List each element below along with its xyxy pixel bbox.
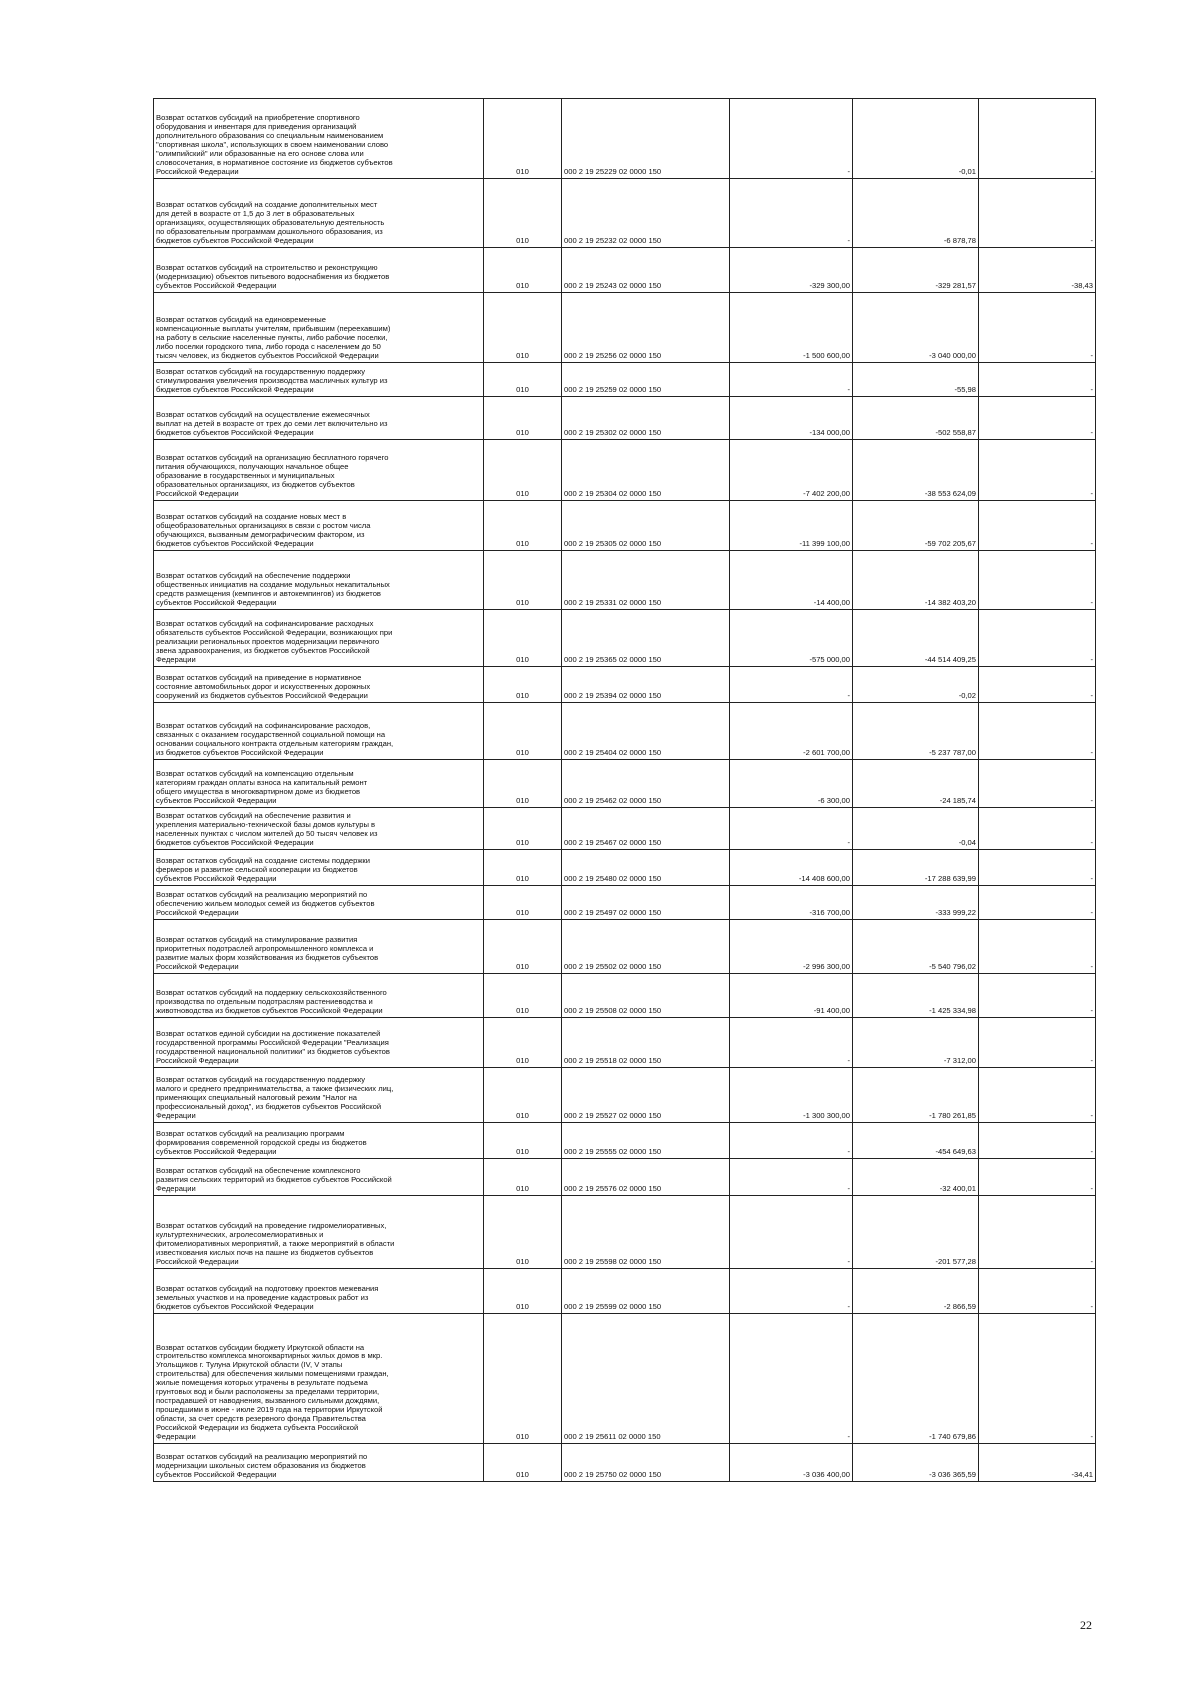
row-unexecuted-amount: - [979,1068,1096,1123]
row-description: Возврат остатков субсидий на осуществление ежемесячных выплат на детей в возрасте от трех до семи лет включительно из бюджетов субъектов Российской Федерации [154,397,484,440]
row-line-code: 010 [484,1444,562,1482]
row-line-code: 010 [484,1068,562,1123]
row-unexecuted-amount: - [979,610,1096,667]
row-unexecuted-amount: - [979,974,1096,1018]
row-description: Возврат остатков субсидий на приведение в нормативное состояние автомобильных дорог и искусственных дорожных сооружений из бюджетов субъектов Российской Федерации [154,667,484,703]
row-executed-amount: -7 312,00 [853,1018,979,1068]
row-budget-classification-code: 000 2 19 25611 02 0000 150 [562,1314,730,1444]
row-executed-amount: -32 400,01 [853,1159,979,1196]
row-description: Возврат остатков единой субсидии на достижение показателей государственной программы Российской Федерации "Реализация государственной национальной политики" из бюджетов субъектов Российской Федерации [154,1018,484,1068]
row-line-code: 010 [484,703,562,760]
row-description: Возврат остатков субсидии бюджету Иркутской области на строительство комплекса многоквартирных жилых домов в мкр. Угольщиков г. Тулуна Иркутской области (IV, V этапы строительства) для обеспечения жилыми помещениями граждан, жилые помещения которых утрачены в результате подъема грунтовых вод и были расположены за пределами территории, пострадавшей от наводнения, вызванного сильными дождями, прошедшими в июне - июле 2019 года на территории Иркутской области, за счет средств резервного фонда Правительства Российской Федерации из бюджета субъекта Российской Федерации [154,1314,484,1444]
table-row [154,293,1096,363]
row-budget-classification-code: 000 2 19 25232 02 0000 150 [562,179,730,248]
row-budget-classification-code: 000 2 19 25502 02 0000 150 [562,920,730,974]
table-row [154,1196,1096,1269]
table-row [154,440,1096,501]
row-unexecuted-amount: - [979,551,1096,610]
row-line-code: 010 [484,886,562,920]
table-row [154,397,1096,440]
row-unexecuted-amount: - [979,1314,1096,1444]
row-executed-amount: -6 878,78 [853,179,979,248]
row-budget-classification-code: 000 2 19 25518 02 0000 150 [562,1018,730,1068]
row-line-code: 010 [484,1314,562,1444]
row-approved-amount: - [730,99,853,179]
row-executed-amount: -2 866,59 [853,1269,979,1314]
row-approved-amount: -2 601 700,00 [730,703,853,760]
table-row [154,363,1096,397]
table-row [154,886,1096,920]
row-unexecuted-amount: - [979,293,1096,363]
row-executed-amount: -44 514 409,25 [853,610,979,667]
row-approved-amount: -2 996 300,00 [730,920,853,974]
row-description: Возврат остатков субсидий на приобретение спортивного оборудования и инвентаря для приведения организаций дополнительного образования со специальным наименованием "спортивная школа", использующих в своем наименовании слово "олимпийский" или образованные на его основе слова или словосочетания, в нормативное состояние из бюджетов субъектов Российской Федерации [154,99,484,179]
row-description: Возврат остатков субсидий на реализацию мероприятий по модернизации школьных систем образования из бюджетов субъектов Российской Федерации [154,1444,484,1482]
row-budget-classification-code: 000 2 19 25259 02 0000 150 [562,363,730,397]
table-row [154,99,1096,179]
row-executed-amount: -0,04 [853,808,979,850]
table-row [154,808,1096,850]
row-description: Возврат остатков субсидий на компенсацию отдельным категориям граждан оплаты взноса на капитальный ремонт общего имущества в многоквартирном доме из бюджетов субъектов Российской Федерации [154,760,484,808]
table-row [154,850,1096,886]
row-budget-classification-code: 000 2 19 25750 02 0000 150 [562,1444,730,1482]
row-description: Возврат остатков субсидий на государственную поддержку малого и среднего предпринимательства, а также физических лиц, применяющих специальный налоговый режим "Налог на профессиональный доход", из бюджетов субъектов Российской Федерации [154,1068,484,1123]
row-description: Возврат остатков субсидий на софинансирование расходных обязательств субъектов Российской Федерации, возникающих при реализации региональных проектов модернизации первичного звена здравоохранения, из бюджетов субъектов Российской Федерации [154,610,484,667]
row-description: Возврат остатков субсидий на обеспечение поддержки общественных инициатив на создание модульных некапитальных средств размещения (кемпингов и автокемпингов) из бюджетов субъектов Российской Федерации [154,551,484,610]
row-approved-amount: -1 300 300,00 [730,1068,853,1123]
row-description: Возврат остатков субсидий на проведение гидромелиоративных, культуртехнических, агролесомелиоративных и фитомелиоративных мероприятий, а также мероприятий в области известкования кислых почв на пашне из бюджетов субъектов Российской Федерации [154,1196,484,1269]
row-approved-amount: - [730,1314,853,1444]
row-unexecuted-amount: - [979,886,1096,920]
row-line-code: 010 [484,1018,562,1068]
row-budget-classification-code: 000 2 19 25527 02 0000 150 [562,1068,730,1123]
row-description: Возврат остатков субсидий на единовременные компенсационные выплаты учителям, прибывшим (переехавшим) на работу в сельские населенные пункты, либо рабочие поселки, либо поселки городского типа, либо города с населением до 50 тысяч человек, из бюджетов субъектов Российской Федерации [154,293,484,363]
row-approved-amount: - [730,667,853,703]
row-executed-amount: -502 558,87 [853,397,979,440]
table-row [154,1314,1096,1444]
row-description: Возврат остатков субсидий на реализацию программ формирования современной городской среды из бюджетов субъектов Российской Федерации [154,1123,484,1159]
row-unexecuted-amount: - [979,920,1096,974]
table-row [154,667,1096,703]
row-line-code: 010 [484,1196,562,1269]
row-unexecuted-amount: - [979,397,1096,440]
row-line-code: 010 [484,667,562,703]
row-budget-classification-code: 000 2 19 25331 02 0000 150 [562,551,730,610]
row-unexecuted-amount: - [979,99,1096,179]
table-row [154,1269,1096,1314]
table-row [154,1123,1096,1159]
row-budget-classification-code: 000 2 19 25365 02 0000 150 [562,610,730,667]
table-row [154,610,1096,667]
row-approved-amount: -575 000,00 [730,610,853,667]
table-row [154,760,1096,808]
table-row [154,501,1096,551]
table-row [154,1159,1096,1196]
row-budget-classification-code: 000 2 19 25598 02 0000 150 [562,1196,730,1269]
row-description: Возврат остатков субсидий на стимулирование развития приоритетных подотраслей агропромышленного комплекса и развитие малых форм хозяйствования из бюджетов субъектов Российской Федерации [154,920,484,974]
row-line-code: 010 [484,363,562,397]
row-unexecuted-amount: - [979,667,1096,703]
row-budget-classification-code: 000 2 19 25302 02 0000 150 [562,397,730,440]
row-executed-amount: -55,98 [853,363,979,397]
row-description: Возврат остатков субсидий на государственную поддержку стимулирования увеличения производства масличных культур из бюджетов субъектов Российской Федерации [154,363,484,397]
row-budget-classification-code: 000 2 19 25576 02 0000 150 [562,1159,730,1196]
row-line-code: 010 [484,850,562,886]
row-executed-amount: -333 999,22 [853,886,979,920]
row-executed-amount: -1 780 261,85 [853,1068,979,1123]
row-approved-amount: -316 700,00 [730,886,853,920]
row-description: Возврат остатков субсидий на организацию бесплатного горячего питания обучающихся, получающих начальное общее образование в государственных и муниципальных образовательных организациях, из бюджетов субъектов Российской Федерации [154,440,484,501]
table-row [154,703,1096,760]
row-line-code: 010 [484,293,562,363]
row-unexecuted-amount: - [979,1269,1096,1314]
row-unexecuted-amount: - [979,440,1096,501]
row-unexecuted-amount: -38,43 [979,248,1096,293]
row-approved-amount: - [730,363,853,397]
row-budget-classification-code: 000 2 19 25229 02 0000 150 [562,99,730,179]
row-line-code: 010 [484,440,562,501]
row-executed-amount: -24 185,74 [853,760,979,808]
row-unexecuted-amount: - [979,179,1096,248]
row-description: Возврат остатков субсидий на строительство и реконструкцию (модернизацию) объектов питьевого водоснабжения из бюджетов субъектов Российской Федерации [154,248,484,293]
row-approved-amount: -14 408 600,00 [730,850,853,886]
row-executed-amount: -454 649,63 [853,1123,979,1159]
row-executed-amount: -3 036 365,59 [853,1444,979,1482]
row-budget-classification-code: 000 2 19 25305 02 0000 150 [562,501,730,551]
table-row [154,1018,1096,1068]
table-row [154,1444,1096,1482]
row-line-code: 010 [484,551,562,610]
row-line-code: 010 [484,99,562,179]
row-approved-amount: -329 300,00 [730,248,853,293]
table-row [154,920,1096,974]
row-description: Возврат остатков субсидий на реализацию мероприятий по обеспечению жильем молодых семей из бюджетов субъектов Российской Федерации [154,886,484,920]
row-unexecuted-amount: - [979,703,1096,760]
row-budget-classification-code: 000 2 19 25467 02 0000 150 [562,808,730,850]
row-approved-amount: -134 000,00 [730,397,853,440]
row-approved-amount: - [730,808,853,850]
table-row [154,248,1096,293]
row-budget-classification-code: 000 2 19 25256 02 0000 150 [562,293,730,363]
row-budget-classification-code: 000 2 19 25404 02 0000 150 [562,703,730,760]
row-executed-amount: -3 040 000,00 [853,293,979,363]
row-line-code: 010 [484,501,562,551]
table-row [154,551,1096,610]
row-description: Возврат остатков субсидий на подготовку проектов межевания земельных участков и на проведение кадастровых работ из бюджетов субъектов Российской Федерации [154,1269,484,1314]
page-number: 22 [1080,1618,1092,1632]
row-unexecuted-amount: - [979,363,1096,397]
row-executed-amount: -5 540 796,02 [853,920,979,974]
row-budget-classification-code: 000 2 19 25555 02 0000 150 [562,1123,730,1159]
row-unexecuted-amount: - [979,760,1096,808]
row-approved-amount: - [730,1018,853,1068]
row-approved-amount: - [730,179,853,248]
row-approved-amount: -11 399 100,00 [730,501,853,551]
row-budget-classification-code: 000 2 19 25394 02 0000 150 [562,667,730,703]
row-line-code: 010 [484,397,562,440]
row-unexecuted-amount: - [979,808,1096,850]
row-approved-amount: - [730,1196,853,1269]
row-approved-amount: - [730,1269,853,1314]
row-description: Возврат остатков субсидий на создание системы поддержки фермеров и развитие сельской кооперации из бюджетов субъектов Российской Федерации [154,850,484,886]
row-executed-amount: -1 740 679,86 [853,1314,979,1444]
row-executed-amount: -14 382 403,20 [853,551,979,610]
row-budget-classification-code: 000 2 19 25508 02 0000 150 [562,974,730,1018]
row-budget-classification-code: 000 2 19 25497 02 0000 150 [562,886,730,920]
row-description: Возврат остатков субсидий на создание дополнительных мест для детей в возрасте от 1,5 до 3 лет в образовательных организациях, осуществляющих образовательную деятельность по образовательным программам дошкольного образования, из бюджетов субъектов Российской Федерации [154,179,484,248]
row-approved-amount: -7 402 200,00 [730,440,853,501]
row-approved-amount: -3 036 400,00 [730,1444,853,1482]
row-unexecuted-amount: - [979,501,1096,551]
row-executed-amount: -201 577,28 [853,1196,979,1269]
row-approved-amount: - [730,1159,853,1196]
row-executed-amount: -38 553 624,09 [853,440,979,501]
budget-table [153,98,1096,1482]
row-unexecuted-amount: - [979,1196,1096,1269]
row-unexecuted-amount: - [979,1159,1096,1196]
table-row [154,974,1096,1018]
table-row [154,1068,1096,1123]
table-row [154,179,1096,248]
row-line-code: 010 [484,1159,562,1196]
row-executed-amount: -5 237 787,00 [853,703,979,760]
row-line-code: 010 [484,248,562,293]
row-executed-amount: -329 281,57 [853,248,979,293]
row-unexecuted-amount: -34,41 [979,1444,1096,1482]
row-approved-amount: -6 300,00 [730,760,853,808]
row-line-code: 010 [484,1123,562,1159]
row-approved-amount: -1 500 600,00 [730,293,853,363]
row-line-code: 010 [484,920,562,974]
row-budget-classification-code: 000 2 19 25304 02 0000 150 [562,440,730,501]
row-line-code: 010 [484,808,562,850]
row-description: Возврат остатков субсидий на софинансирование расходов, связанных с оказанием государственной социальной помощи на основании социального контракта отдельным категориям граждан, из бюджетов субъектов Российской Федерации [154,703,484,760]
row-approved-amount: - [730,1123,853,1159]
row-unexecuted-amount: - [979,1018,1096,1068]
row-budget-classification-code: 000 2 19 25599 02 0000 150 [562,1269,730,1314]
row-budget-classification-code: 000 2 19 25243 02 0000 150 [562,248,730,293]
row-unexecuted-amount: - [979,1123,1096,1159]
row-unexecuted-amount: - [979,850,1096,886]
row-executed-amount: -1 425 334,98 [853,974,979,1018]
row-executed-amount: -0,01 [853,99,979,179]
row-budget-classification-code: 000 2 19 25480 02 0000 150 [562,850,730,886]
row-line-code: 010 [484,760,562,808]
row-approved-amount: -91 400,00 [730,974,853,1018]
row-executed-amount: -17 288 639,99 [853,850,979,886]
row-description: Возврат остатков субсидий на поддержку сельскохозяйственного производства по отдельным подотраслям растениеводства и животноводства из бюджетов субъектов Российской Федерации [154,974,484,1018]
row-description: Возврат остатков субсидий на обеспечение развития и укрепления материально-технической базы домов культуры в населенных пунктах с числом жителей до 50 тысяч человек из бюджетов субъектов Российской Федерации [154,808,484,850]
row-budget-classification-code: 000 2 19 25462 02 0000 150 [562,760,730,808]
row-description: Возврат остатков субсидий на обеспечение комплексного развития сельских территорий из бюджетов субъектов Российской Федерации [154,1159,484,1196]
row-line-code: 010 [484,610,562,667]
row-description: Возврат остатков субсидий на создание новых мест в общеобразовательных организациях в связи с ростом числа обучающихся, вызванным демографическим фактором, из бюджетов субъектов Российской Федерации [154,501,484,551]
row-approved-amount: -14 400,00 [730,551,853,610]
row-line-code: 010 [484,179,562,248]
row-line-code: 010 [484,1269,562,1314]
row-executed-amount: -0,02 [853,667,979,703]
row-executed-amount: -59 702 205,67 [853,501,979,551]
row-line-code: 010 [484,974,562,1018]
